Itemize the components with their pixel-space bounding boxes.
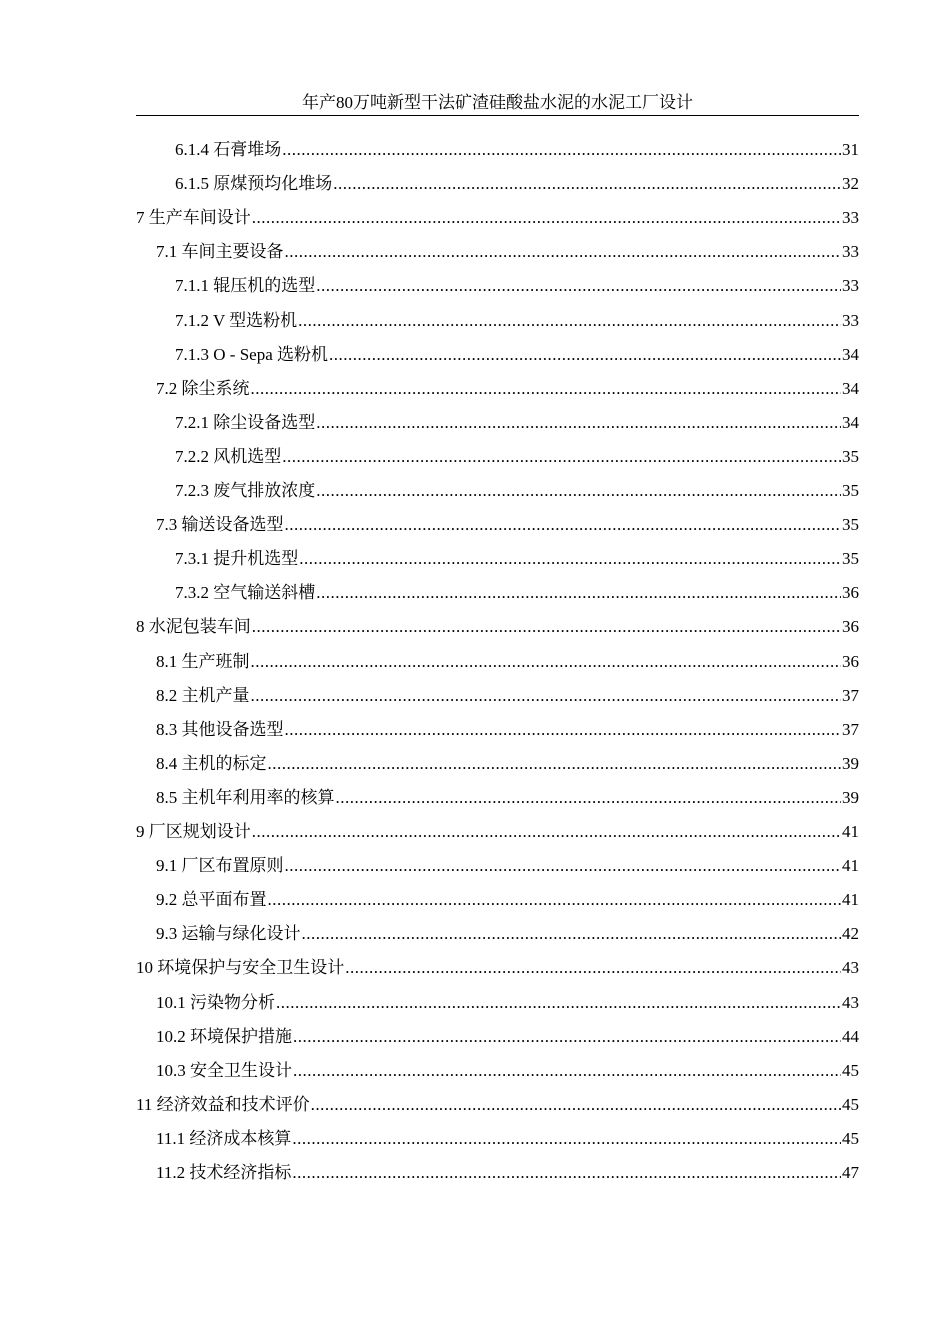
- toc-page-number: 33: [842, 310, 859, 330]
- toc-entry[interactable]: [175, 547, 859, 571]
- toc-entry-label: 10.3 安全卫生设计: [156, 1060, 292, 1080]
- toc-entry[interactable]: [175, 343, 859, 367]
- toc-dot-leader: [302, 922, 842, 946]
- toc-entry[interactable]: [175, 581, 859, 605]
- toc-entry-label: 9 厂区规划设计: [136, 822, 251, 841]
- toc-entry-label: 8.3 其他设备选型: [156, 719, 284, 739]
- toc-entry[interactable]: [156, 854, 859, 878]
- toc-dot-leader: [251, 650, 842, 674]
- toc-entry-label: 9.3 运输与绿化设计: [156, 924, 301, 944]
- toc-dot-leader: [292, 1161, 841, 1185]
- page-header-title: 年产80万吨新型干法矿渣硅酸盐水泥的水泥工厂设计: [302, 93, 693, 112]
- toc-page-number: 34: [842, 412, 859, 432]
- toc-entry[interactable]: [156, 684, 859, 708]
- toc-page-number: 39: [842, 787, 859, 807]
- toc-dot-leader: [316, 479, 841, 503]
- toc-entry[interactable]: [175, 411, 859, 435]
- toc-entry-label: 10.2 环境保护措施: [156, 1026, 292, 1046]
- toc-entry[interactable]: [175, 309, 859, 333]
- toc-page-number: 35: [842, 481, 859, 500]
- toc-dot-leader: [316, 411, 841, 435]
- toc-dot-leader: [292, 1127, 841, 1151]
- toc-page-number: 35: [842, 549, 859, 569]
- toc-entry-label: 8.2 主机产量: [156, 685, 250, 705]
- toc-entry-label: 7.2.3 废气排放浓度: [175, 481, 316, 500]
- toc-dot-leader: [293, 1059, 841, 1083]
- toc-entry[interactable]: [156, 650, 859, 674]
- toc-dot-leader: [268, 752, 842, 776]
- toc-dot-leader: [336, 786, 842, 810]
- toc-dot-leader: [316, 274, 841, 298]
- toc-entry-label: 11.1 经济成本核算: [156, 1128, 292, 1148]
- toc-dot-leader: [285, 513, 842, 537]
- toc-dot-leader: [251, 377, 842, 401]
- toc-dot-leader: [298, 309, 841, 333]
- toc-dot-leader: [293, 1025, 841, 1049]
- toc-entry-label: 10.1 污染物分析: [156, 992, 275, 1012]
- toc-dot-leader: [251, 684, 842, 708]
- toc-dot-leader: [285, 718, 842, 742]
- toc-entry[interactable]: [156, 786, 859, 810]
- toc-page-number: 33: [842, 208, 859, 228]
- toc-page-number: 36: [842, 651, 859, 671]
- toc-entry-label: 7.3.2 空气输送斜槽: [175, 583, 316, 603]
- toc-entry[interactable]: [156, 1059, 859, 1083]
- toc-entry-label: 6.1.5 原煤预均化堆场: [175, 174, 333, 194]
- toc-page-number: 42: [842, 924, 859, 944]
- toc-entry[interactable]: [156, 718, 859, 742]
- toc-entry-label: 9.1 厂区布置原则: [156, 856, 284, 876]
- toc-page-number: 32: [842, 174, 859, 194]
- toc-entry[interactable]: [156, 240, 859, 264]
- toc-dot-leader: [252, 820, 841, 844]
- toc-dot-leader: [268, 888, 842, 912]
- toc-dot-leader: [252, 206, 841, 230]
- toc-dot-leader: [333, 172, 841, 196]
- toc-entry-label: 7.2.1 除尘设备选型: [175, 412, 316, 432]
- toc-page-number: 33: [842, 242, 859, 262]
- toc-dot-leader: [285, 854, 842, 878]
- toc-entry[interactable]: [156, 991, 859, 1015]
- toc-page-number: 43: [842, 958, 859, 978]
- toc-entry-label: 8 水泥包装车间: [136, 617, 251, 637]
- toc-entry-label: 7.1.2 V 型选粉机: [175, 310, 298, 330]
- toc-entry[interactable]: [175, 138, 859, 162]
- toc-entry-label: 7.3 输送设备选型: [156, 515, 284, 535]
- toc-page-number: 45: [842, 1060, 859, 1080]
- toc-dot-leader: [329, 343, 841, 367]
- toc-page-number: 45: [842, 1128, 859, 1148]
- toc-entry[interactable]: [136, 615, 859, 639]
- toc-dot-leader: [311, 1093, 841, 1117]
- toc-page-number: 36: [842, 583, 859, 603]
- toc-entry-label: 7 生产车间设计: [136, 208, 251, 228]
- toc-entry-label: 6.1.4 石膏堆场: [175, 140, 282, 159]
- toc-entry[interactable]: [156, 922, 859, 946]
- toc-dot-leader: [316, 581, 841, 605]
- toc-entry-label: 8.4 主机的标定: [156, 753, 267, 773]
- toc-entry-label: 8.5 主机年利用率的核算: [156, 787, 335, 807]
- toc-page-number: 36: [842, 617, 859, 637]
- toc-entry[interactable]: [175, 479, 859, 503]
- toc-entry[interactable]: [136, 1093, 859, 1117]
- toc-entry-label: 11.2 技术经济指标: [156, 1163, 292, 1182]
- toc-dot-leader: [282, 445, 841, 469]
- toc-dot-leader: [252, 615, 841, 639]
- toc-page-number: 35: [842, 515, 859, 535]
- toc-entry-label: 7.3.1 提升机选型: [175, 549, 299, 569]
- toc-entry-label: 7.1.3 O - Sepa 选粉机: [175, 344, 328, 364]
- toc-dot-leader: [285, 240, 842, 264]
- toc-page-number: 41: [842, 856, 859, 876]
- toc-page-number: 34: [842, 378, 859, 398]
- toc-entry[interactable]: [156, 1161, 859, 1185]
- toc-entry-label: 10 环境保护与安全卫生设计: [136, 958, 345, 978]
- toc-entry-label: 7.1.1 辊压机的选型: [175, 276, 316, 296]
- toc-dot-leader: [276, 991, 841, 1015]
- toc-page-number: 34: [842, 344, 859, 364]
- toc-entry[interactable]: [136, 206, 859, 230]
- toc-entry-label: 11 经济效益和技术评价: [136, 1094, 310, 1114]
- toc-dot-leader: [299, 547, 841, 571]
- toc-page-number: 47: [842, 1163, 859, 1182]
- toc-entry[interactable]: [156, 513, 859, 537]
- toc-entry-label: 9.2 总平面布置: [156, 890, 267, 910]
- toc-dot-leader: [282, 138, 841, 162]
- toc-page-number: 44: [842, 1026, 859, 1046]
- toc-page-number: 35: [842, 446, 859, 466]
- toc-entry-label: 8.1 生产班制: [156, 651, 250, 671]
- toc-page-number: 31: [842, 140, 859, 159]
- toc-entry[interactable]: [136, 956, 859, 980]
- toc-page-number: 37: [842, 685, 859, 705]
- toc-entry[interactable]: [175, 274, 859, 298]
- toc-entry[interactable]: [156, 377, 859, 401]
- toc-page-number: 33: [842, 276, 859, 296]
- toc-page-number: 43: [842, 992, 859, 1012]
- toc-entry[interactable]: [156, 888, 859, 912]
- toc-page-number: 41: [842, 890, 859, 910]
- toc-entry-label: 7.2.2 风机选型: [175, 446, 282, 466]
- toc-entry[interactable]: [136, 820, 859, 844]
- toc-entry[interactable]: [175, 445, 859, 469]
- toc-entry-label: 7.1 车间主要设备: [156, 242, 284, 262]
- toc-entry-label: 7.2 除尘系统: [156, 378, 250, 398]
- toc-page-number: 45: [842, 1094, 859, 1114]
- toc-entry[interactable]: [156, 752, 859, 776]
- toc-page-number: 39: [842, 753, 859, 773]
- toc-page-number: 37: [842, 719, 859, 739]
- toc-dot-leader: [345, 956, 841, 980]
- toc-entry[interactable]: [156, 1025, 859, 1049]
- toc-entry[interactable]: [175, 172, 859, 196]
- toc-page-number: 41: [842, 822, 859, 841]
- toc-entry[interactable]: [156, 1127, 859, 1151]
